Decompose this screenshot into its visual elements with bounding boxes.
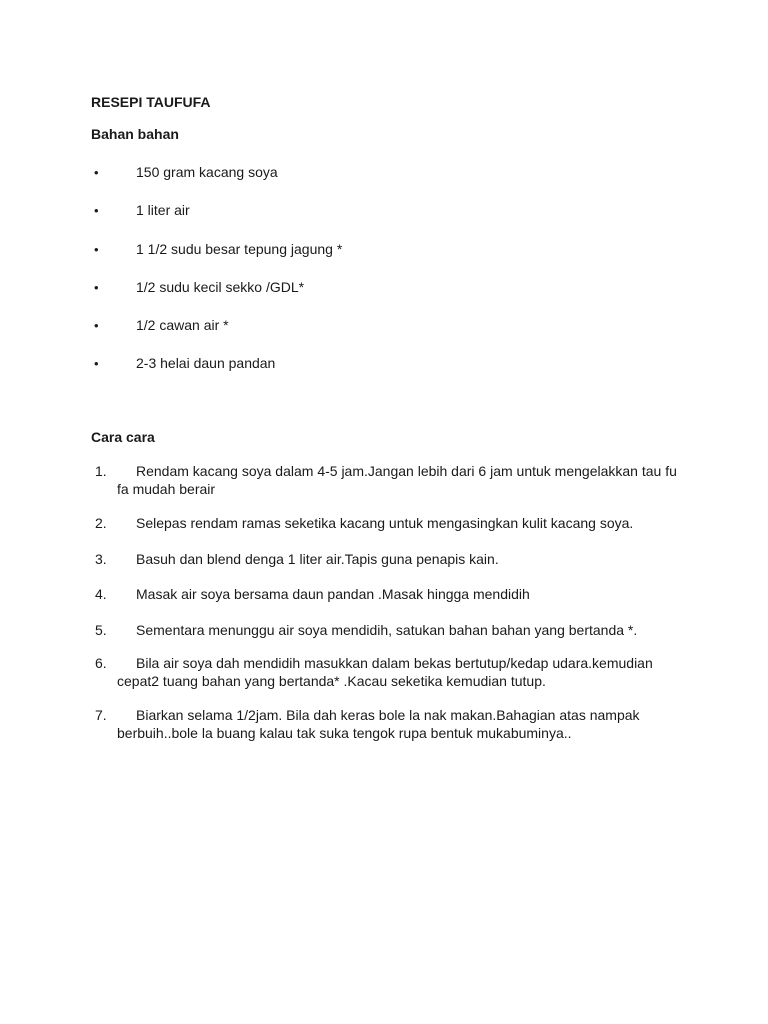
steps-heading: Cara cara: [91, 429, 155, 445]
recipe-title: RESEPI TAUFUFA: [91, 94, 211, 110]
ingredient-text: 1/2 sudu kecil sekko /GDL*: [136, 278, 305, 295]
bullet-icon: •: [94, 241, 99, 257]
ingredient-text: 1 liter air: [136, 202, 190, 219]
step-item: [91, 586, 691, 604]
step-number: 3.: [95, 550, 107, 567]
step-item: [91, 463, 691, 498]
step-item: [91, 551, 691, 569]
step-text: Basuh dan blend denga 1 liter air.Tapis guna penapis kain.: [136, 550, 499, 567]
ingredient-text: 1 1/2 sudu besar tepung jagung *: [136, 240, 343, 257]
step-text: Rendam kacang soya dalam 4-5 jam.Jangan lebih dari 6 jam untuk mengelakkan tau fu fa mudah berair: [117, 463, 677, 497]
steps-list: [91, 463, 691, 742]
step-number: 1.: [95, 463, 107, 479]
step-text: Masak air soya bersama daun pandan .Masak hingga mendidih: [136, 586, 530, 602]
ingredients-heading: Bahan bahan: [91, 126, 179, 142]
bullet-icon: •: [94, 318, 99, 334]
ingredient-text: 2-3 helai daun pandan: [136, 355, 276, 372]
ingredient-text: 1/2 cawan air *: [136, 317, 229, 334]
step-item: [91, 707, 691, 742]
step-text: Bila air soya dah mendidih masukkan dalam bekas bertutup/kedap udara.kemudian cepat2 tuang bahan yang bertanda* .Kacau seketika kemudian tutup.: [117, 655, 653, 689]
bullet-icon: •: [94, 203, 99, 219]
bullet-icon: •: [94, 356, 99, 372]
step-number: 6.: [95, 655, 107, 671]
step-number: 7.: [95, 707, 107, 723]
bullet-icon: •: [94, 279, 99, 295]
step-number: 4.: [95, 586, 107, 602]
step-number: 5.: [95, 621, 107, 638]
step-text: Sementara menunggu air soya mendidih, satukan bahan bahan yang bertanda *.: [136, 621, 638, 638]
step-text: Biarkan selama 1/2jam. Bila dah keras bole la nak makan.Bahagian atas nampak berbuih..bole la buang kalau tak suka tengok rupa bentuk mukabuminya..: [117, 707, 640, 741]
ingredient-text: 150 gram kacang soya: [136, 164, 278, 180]
step-item: [91, 515, 691, 533]
bullet-icon: •: [94, 165, 99, 180]
step-item: [91, 622, 691, 640]
step-item: [91, 655, 691, 690]
step-text: Selepas rendam ramas seketika kacang untuk mengasingkan kulit kacang soya.: [136, 515, 634, 531]
step-number: 2.: [95, 515, 107, 531]
